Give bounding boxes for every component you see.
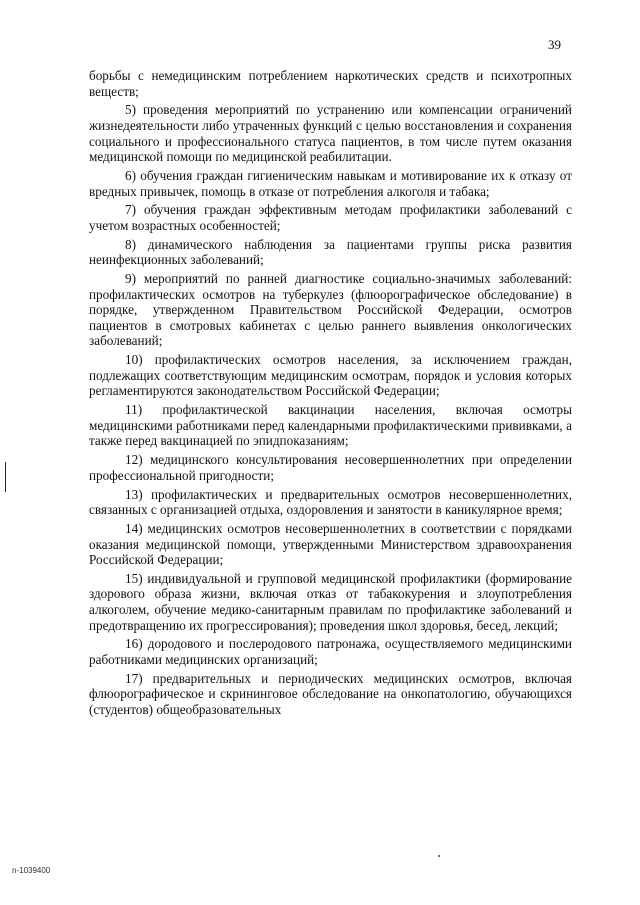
paragraph-item-15: 15) индивидуальной и групповой медицинской профилактики (формирование здорового образа жизни, включая отказ от табакокурения и злоупотребления алкоголем, обучение медико-санитарным правилам по профилактике заболеваний и предотвращению их прогрессирования); проведения школ здоровья, бесед, лекций; bbox=[89, 570, 572, 633]
paragraph-item-5: 5) проведения мероприятий по устранению или компенсации ограничений жизнедеятельности либо утраченных функций с целью восстановления и сохранения социального и профессионального статуса пациентов, в том числе путем оказания медицинской помощи по медицинской реабилитации. bbox=[89, 102, 572, 165]
paragraph-item-7: 7) обучения граждан эффективным методам профилактики заболеваний с учетом возрастных особенностей; bbox=[89, 202, 572, 233]
paragraph-continuation: борьбы с немедицинским потреблением наркотических средств и психотропных веществ; bbox=[89, 68, 572, 99]
paragraph-item-10: 10) профилактических осмотров населения, за исключением граждан, подлежащих соответствующим медицинским осмотрам, порядок и условия которых регламентируются законодательством Российской Федерации; bbox=[89, 352, 572, 399]
paragraph-item-13: 13) профилактических и предварительных осмотров несовершеннолетних, связанных с организацией отдыха, оздоровления и занятости в каникулярное время; bbox=[89, 486, 572, 518]
paragraph-item-6: 6) обучения граждан гигиеническим навыкам и мотивирование их к отказу от вредных привычек, помощь в отказе от потребления алкоголя и табака; bbox=[89, 167, 572, 199]
paragraph-item-14: 14) медицинских осмотров несовершеннолетних в соответствии с порядками оказания медицинской помощи, утвержденными Министерством здравоохранения Российской Федерации; bbox=[89, 520, 572, 568]
paragraph-item-17: 17) предварительных и периодических медицинских осмотров, включая флюорографическое и скрининговое обследование на онкопатологию, обучающихся (студентов) общеобразовательных bbox=[89, 670, 572, 717]
page-number: 39 bbox=[548, 37, 561, 52]
paragraph-item-9: 9) мероприятий по ранней диагностике социально-значимых заболеваний: профилактических осмотров на туберкулез (флюорографическое обследование) в порядке, утвержденном Правительством Российской Федерации, осмотров пациентов в смотровых кабинетах с целью раннего выявления онкологических заболеваний; bbox=[89, 271, 572, 349]
paragraph-item-11: 11) профилактической вакцинации населения, включая осмотры медицинскими работниками перед календарными профилактическими прививками, а также перед вакцинацией по эпидпоказаниям; bbox=[89, 402, 572, 449]
paragraph-item-16: 16) дородового и послеродового патронажа, осуществляемого медицинскими работниками медицинских организаций; bbox=[89, 636, 572, 668]
body-text bbox=[89, 68, 572, 721]
paragraph-item-12: 12) медицинского консультирования несовершеннолетних при определении профессиональной пригодности; bbox=[89, 452, 572, 483]
scan-speck bbox=[438, 855, 440, 857]
margin-mark bbox=[5, 462, 6, 492]
document-code: n-1039400 bbox=[12, 866, 51, 875]
paragraph-item-8: 8) динамического наблюдения за пациентами группы риска развития неинфекционных заболеваний; bbox=[89, 236, 572, 268]
